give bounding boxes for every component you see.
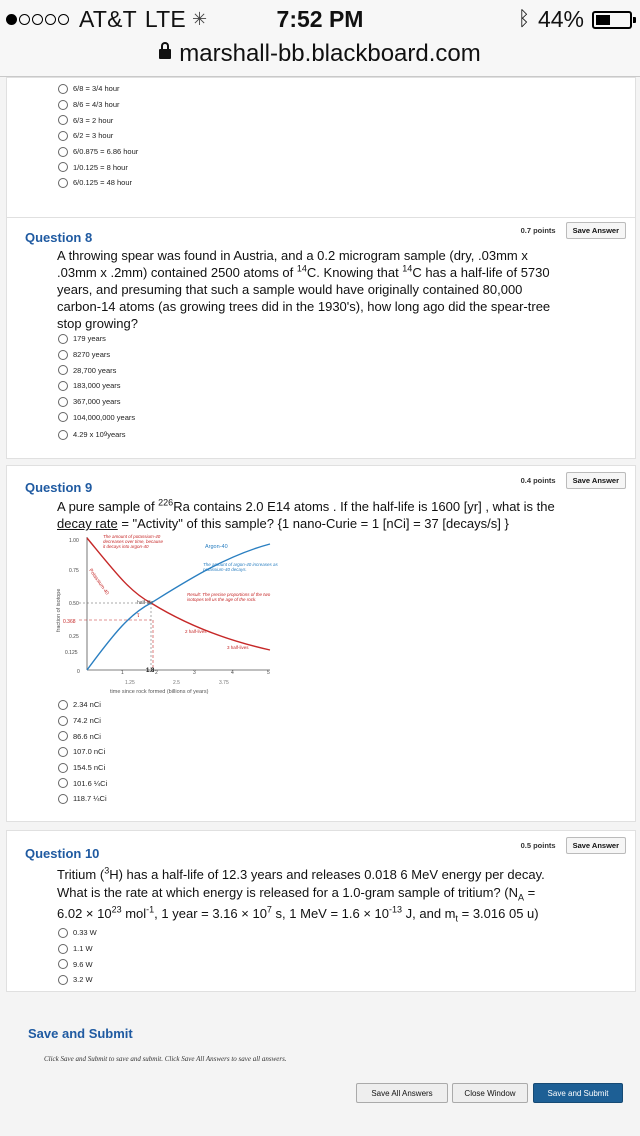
save-and-submit-heading: Save and Submit xyxy=(28,1026,133,1041)
argon-label: Argon-40 xyxy=(205,544,228,550)
radio-button[interactable] xyxy=(58,350,68,360)
network-type: LTE xyxy=(144,6,186,32)
y-tick-label: 0.125 xyxy=(65,650,78,656)
answer-option[interactable]: 3.2 W xyxy=(58,972,97,988)
question-10-text: Tritium ($^3$H) has a half-life of 12.3 years and releases 0.018 6 MeV energy per decay. What is the rate at which energy is released for a 1.0-gram sample of tritium? ($N_A$ = $6.02 \times 10^{23}$ mol$^{-1}$, 1 year = $3.16 \times 10^7$ s, 1 MeV = $1.6 \times 10^{-13}$ J, and $m_t = 3.016$ 05 u) xyxy=(57,865,545,924)
battery-percent: 44% xyxy=(537,6,584,32)
radio-button[interactable] xyxy=(58,716,68,726)
loading-spinner-icon: ✳ xyxy=(191,9,208,29)
battery-icon xyxy=(592,11,632,29)
answer-option[interactable]: 28,700 years xyxy=(58,362,135,378)
question-9-title: Question 9 xyxy=(25,480,93,495)
radio-button[interactable] xyxy=(58,975,68,985)
radio-button[interactable] xyxy=(58,412,68,422)
three-half-lives-label: 3 half-lives xyxy=(227,645,249,650)
lock-icon xyxy=(159,49,171,59)
potassium-label: Potassium-40 xyxy=(87,567,110,597)
x-tick-lower: 2.5 xyxy=(173,680,180,686)
radio-button[interactable] xyxy=(58,178,68,188)
question-8-title: Question 8 xyxy=(25,230,93,245)
x-tick-lower: 1.25 xyxy=(125,680,135,686)
answer-option[interactable]: 2.34 nCi xyxy=(58,697,107,713)
radio-button[interactable] xyxy=(58,959,68,969)
radio-button[interactable] xyxy=(58,731,68,741)
answer-option[interactable]: 118.7 ¼Ci xyxy=(58,791,107,807)
bluetooth-icon: ᛒ xyxy=(517,8,530,30)
answer-option[interactable]: 107.0 nCi xyxy=(58,744,107,760)
x-tick-label: 3 xyxy=(193,670,196,676)
y-axis-label: fraction of isotope xyxy=(56,588,62,632)
radio-button[interactable] xyxy=(58,334,68,344)
radio-button[interactable] xyxy=(58,928,68,938)
answer-option[interactable]: 101.6 ¼Ci xyxy=(58,775,107,791)
answer-option[interactable]: 9.6 W xyxy=(58,956,97,972)
answer-option[interactable]: 0.33 W xyxy=(58,925,97,941)
y-tick-label: 0.75 xyxy=(69,568,79,574)
radio-button[interactable] xyxy=(58,763,68,773)
radio-button[interactable] xyxy=(58,794,68,804)
radio-button[interactable] xyxy=(58,365,68,375)
radio-button[interactable] xyxy=(58,700,68,710)
x-tick-label: 5 xyxy=(267,670,270,676)
close-window-button[interactable]: Close Window xyxy=(452,1083,528,1103)
radio-button[interactable] xyxy=(58,381,68,391)
radio-button[interactable] xyxy=(58,747,68,757)
radio-button[interactable] xyxy=(58,84,68,94)
question-7-options xyxy=(58,81,138,191)
x-tick-lower: 3.75 xyxy=(219,680,229,686)
radio-button[interactable] xyxy=(58,397,68,407)
answer-option[interactable]: 6/3 = 2 hour xyxy=(58,112,138,128)
y-tick-label: 1.00 xyxy=(69,538,79,544)
battery-group xyxy=(518,6,632,33)
clock: 7:52 PM xyxy=(276,6,364,32)
save-answer-button[interactable]: Save Answer xyxy=(566,222,626,239)
status-bar xyxy=(0,0,640,40)
question-10-header xyxy=(521,837,626,854)
answer-option[interactable]: 1.1 W xyxy=(58,941,97,957)
x-axis-label: time since rock formed (billions of years) xyxy=(110,689,209,695)
radio-button[interactable] xyxy=(58,131,68,141)
half-life-label: half-life xyxy=(137,600,154,606)
radio-button[interactable] xyxy=(58,430,68,440)
question-8-options xyxy=(58,331,135,444)
result-note: Result: The precise proportions of the two isotopes tell us the age of the rock. xyxy=(187,592,271,602)
save-answer-button[interactable]: Save Answer xyxy=(566,837,626,854)
save-all-answers-button[interactable]: Save All Answers xyxy=(356,1083,448,1103)
tau-label: τ xyxy=(137,613,140,619)
potassium-note: The amount of potassium-40 decreases over time, because it decays into argon-40 xyxy=(103,534,164,549)
decay-chart xyxy=(55,532,280,697)
x-tick-label: 4 xyxy=(231,670,234,676)
radio-button[interactable] xyxy=(58,162,68,172)
question-8-header xyxy=(521,222,626,239)
answer-option[interactable]: 183,000 years xyxy=(58,378,135,394)
points-label: 0.7 points xyxy=(520,226,556,235)
question-9-header xyxy=(521,472,626,489)
answer-option[interactable]: 6/0.875 = 6.86 hour xyxy=(58,144,138,160)
answer-option[interactable]: 104,000,000 years xyxy=(58,409,135,425)
answer-option[interactable]: 367,000 years xyxy=(58,394,135,410)
y-tick-label: 0.368 xyxy=(63,619,76,625)
question-9-options xyxy=(58,697,107,807)
answer-option[interactable]: 6/2 = 3 hour xyxy=(58,128,138,144)
answer-option[interactable]: 6/0.125 = 48 hour xyxy=(58,175,138,191)
url-text: marshall-bb.blackboard.com xyxy=(179,40,481,67)
answer-option[interactable]: 74.2 nCi xyxy=(58,713,107,729)
question-8-text: A throwing spear was found in Austria, and a 0.2 microgram sample (dry, .03mm x .03mm x .2mm) contained 2500 atoms of $^{14}$C. Knowing that $^{14}$C has a half-life of 5730 years, and presuming that such a sample would have originally contained 80,000 carbon-14 atoms (as growing trees did in the 1930's), how long ago did the spear-tree stop growing? xyxy=(57,248,551,331)
save-answer-button[interactable]: Save Answer xyxy=(566,472,626,489)
y-tick-label: 0.25 xyxy=(69,634,79,640)
x-tick-label: 2 xyxy=(155,670,158,676)
radio-button[interactable] xyxy=(58,147,68,157)
address-bar[interactable] xyxy=(0,40,640,77)
answer-option[interactable]: 6/8 = 3/4 hour xyxy=(58,81,138,97)
y-tick-label: 0 xyxy=(77,669,80,675)
y-tick-label: 0.50 xyxy=(69,601,79,607)
points-label: 0.5 points xyxy=(520,841,556,850)
answer-option[interactable]: 154.5 nCi xyxy=(58,760,107,776)
answer-option[interactable]: 179 years xyxy=(58,331,135,347)
answer-option[interactable]: 8/6 = 4/3 hour xyxy=(58,97,138,113)
radio-button[interactable] xyxy=(58,944,68,954)
x-tick-label: 1 xyxy=(121,670,124,676)
points-label: 0.4 points xyxy=(520,476,556,485)
question-9-text: A pure sample of $^{226}$Ra contains 2.0 E14 atoms . If the half-life is 1600 [yr] , what is the decay rate = "Activity" of this sample? {1 nano-Curie = 1 [nCi] = 37 [decays/s] } xyxy=(57,497,555,531)
radio-button[interactable] xyxy=(58,115,68,125)
save-and-submit-instructions: Click Save and Submit to save and submit. Click Save All Answers to save all answers. xyxy=(44,1055,287,1063)
answer-option[interactable]: 4.29 x 10 9 years xyxy=(58,425,135,444)
answer-option[interactable]: 1/0.125 = 8 hour xyxy=(58,159,138,175)
tau-x-label: 1.8 xyxy=(146,668,155,674)
radio-button[interactable] xyxy=(58,100,68,110)
carrier-name: AT&T xyxy=(79,6,137,32)
question-10-title: Question 10 xyxy=(25,846,100,861)
two-half-lives-label: 2 half-lives xyxy=(185,629,207,634)
question-10-options xyxy=(58,925,97,988)
save-and-submit-button[interactable]: Save and Submit xyxy=(533,1083,623,1103)
answer-option[interactable]: 8270 years xyxy=(58,347,135,363)
argon-note: The amount of argon-40 increases as potassium-40 decays. xyxy=(203,562,278,572)
answer-option[interactable]: 86.6 nCi xyxy=(58,728,107,744)
radio-button[interactable] xyxy=(58,778,68,788)
